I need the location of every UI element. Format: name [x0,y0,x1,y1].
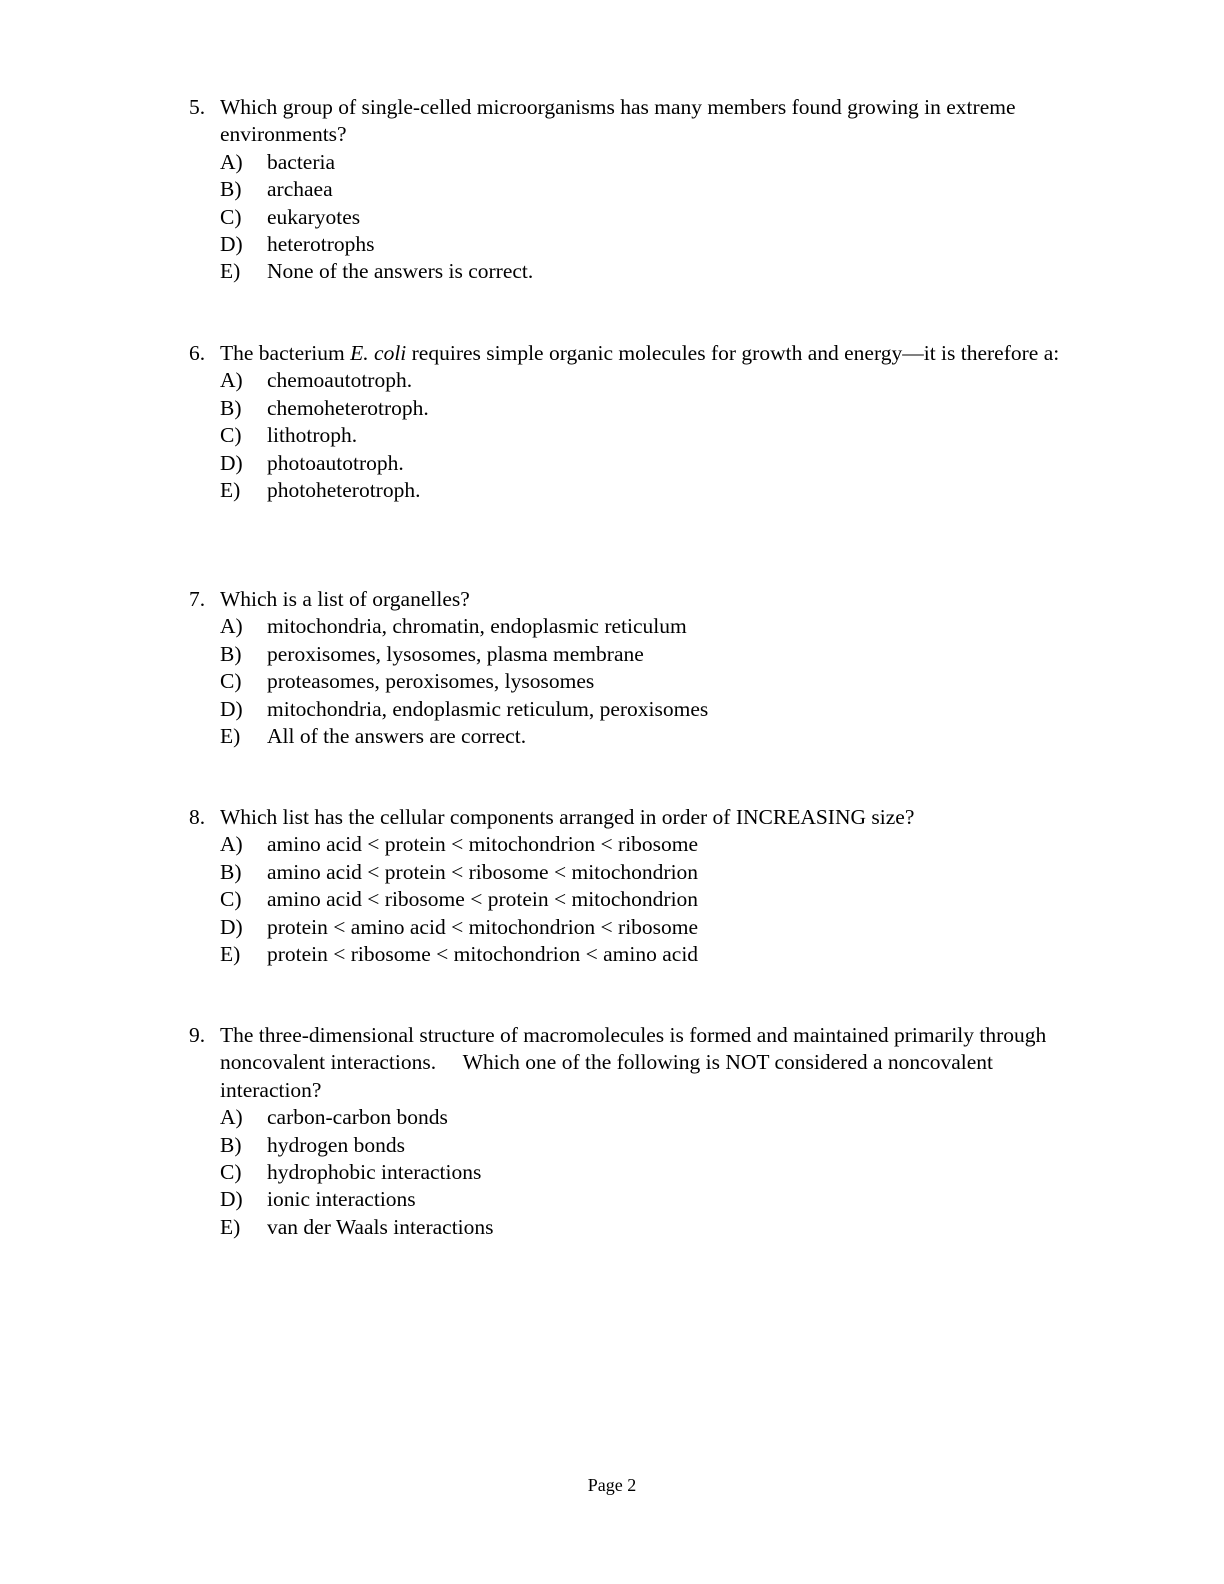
choice-letter: C) [220,204,242,229]
question-text: Which list has the cellular components arranged in order of INCREASING size? [220,805,915,829]
choice-letter: B) [220,859,242,884]
question-number: 6. [189,341,206,365]
question-5 [189,94,1069,286]
choice-text: chemoautotroph. [267,368,413,393]
choice-e [189,258,1069,285]
choice-letter: D) [220,450,243,475]
question-text: Which group of single-celled microorganisms has many members found growing in extreme environments? [220,95,1016,147]
choice-text: protein < amino acid < mitochondrion < ribosome [267,914,699,939]
choice-d [189,1186,1069,1213]
choice-letter: D) [220,1187,243,1212]
choice-a [189,367,1069,394]
choice-letter: E) [220,1214,241,1239]
choice-c [189,204,1069,231]
choice-text: peroxisomes, lysosomes, plasma membrane [267,641,644,666]
choice-text: amino acid < protein < mitochondrion < ribosome [267,832,699,857]
question-9 [189,1022,1069,1241]
choice-text: photoautotroph. [267,450,404,475]
choice-letter: B) [220,177,242,202]
choice-letter: A) [220,614,243,639]
question-text: The three-dimensional structure of macromolecules is formed and maintained primarily through noncovalent interactions. Which one of the following is NOT considered a noncovalent interaction? [220,1023,1047,1102]
question-8 [189,804,1069,968]
choice-text: None of the answers is correct. [267,259,534,284]
choice-a [189,1104,1069,1131]
choice-text: All of the answers are correct. [267,724,527,749]
choice-letter: B) [220,1132,242,1157]
choice-a [189,149,1069,176]
choice-e [189,477,1069,504]
choice-letter: D) [220,232,243,257]
choice-letter: B) [220,395,242,420]
choice-d [189,914,1069,941]
choice-b [189,641,1069,668]
question-text-part: The bacterium [220,341,351,365]
choice-text: heterotrophs [267,232,375,257]
choice-text: mitochondria, endoplasmic reticulum, peroxisomes [267,696,709,721]
choice-d [189,450,1069,477]
choice-letter: A) [220,832,243,857]
choice-text: eukaryotes [267,204,361,229]
choice-text: lithotroph. [267,423,358,448]
choice-letter: D) [220,914,243,939]
choice-letter: C) [220,423,242,448]
choice-letter: D) [220,696,243,721]
choice-c [189,886,1069,913]
choice-text: ionic interactions [267,1187,416,1212]
choice-text: amino acid < ribosome < protein < mitochondrion [267,887,699,912]
choice-letter: B) [220,641,242,666]
choice-c [189,668,1069,695]
choice-letter: E) [220,478,241,503]
choice-letter: E) [220,259,241,284]
choice-letter: C) [220,1160,242,1185]
choice-text: photoheterotroph. [267,478,421,503]
choice-letter: A) [220,1105,243,1130]
choice-text: hydrophobic interactions [267,1160,482,1185]
choice-d [189,231,1069,258]
choice-text: proteasomes, peroxisomes, lysosomes [267,669,595,694]
choice-letter: E) [220,724,241,749]
choice-b [189,395,1069,422]
choice-a [189,831,1069,858]
question-number: 5. [189,95,206,119]
page-number: Page 2 [587,1475,637,1495]
choice-text: van der Waals interactions [267,1214,494,1239]
choice-e [189,941,1069,968]
choice-c [189,1159,1069,1186]
question-text [220,340,1069,367]
choice-letter: C) [220,669,242,694]
organism-name: E. coli [350,341,407,365]
choice-e [189,1214,1069,1241]
choice-c [189,422,1069,449]
choice-text: chemoheterotroph. [267,395,429,420]
question-number: 8. [189,805,206,829]
choice-b [189,1132,1069,1159]
choice-e [189,723,1069,750]
choice-text: mitochondria, chromatin, endoplasmic reticulum [267,614,687,639]
choice-text: archaea [267,177,333,202]
choice-b [189,859,1069,886]
choice-letter: A) [220,368,243,393]
question-number: 9. [189,1023,206,1047]
choice-letter: E) [220,942,241,967]
choice-text: bacteria [267,149,336,174]
choice-text: protein < ribosome < mitochondrion < amino acid [267,942,699,967]
choice-text: hydrogen bonds [267,1132,405,1157]
choice-letter: C) [220,887,242,912]
choice-text: amino acid < protein < ribosome < mitochondrion [267,859,699,884]
question-text: Which is a list of organelles? [220,587,470,611]
question-number: 7. [189,587,206,611]
question-7 [189,586,1069,750]
choice-b [189,176,1069,203]
choice-letter: A) [220,149,243,174]
question-6 [189,340,1069,504]
question-text-part: requires simple organic molecules for growth and energy—it is therefore a: [406,341,1060,365]
choice-a [189,613,1069,640]
choice-d [189,696,1069,723]
choice-text: carbon-carbon bonds [267,1105,448,1130]
